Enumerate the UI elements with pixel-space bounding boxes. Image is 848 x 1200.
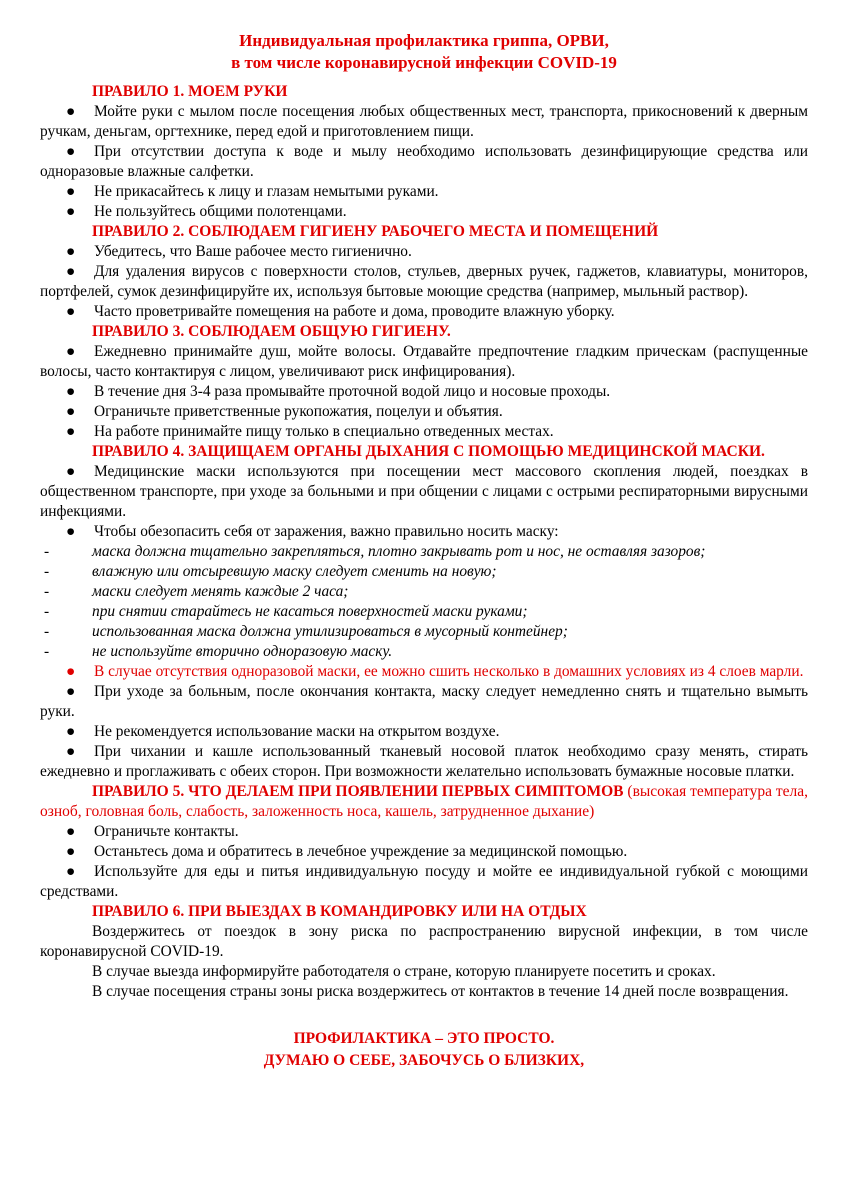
title-line-2: в том числе коронавирусной инфекции COVID-19 [231,53,617,72]
list-item-text: При уходе за больным, после окончания контакта, маску следует немедленно снять и тщательно вымыть руки. [40,683,808,720]
bullet-icon: ● [66,723,76,740]
list-item-text: Ограничьте приветственные рукопожатия, поцелуи и объятия. [94,403,503,420]
bullet-icon: ● [66,663,76,680]
list-item-text: Мойте руки с мылом после посещения любых общественных мест, транспорта, прикосновений к дверным ручкам, деньгам, оргтехнике, перед едой и приготовлением пищи. [40,103,808,140]
list-item-text: На работе принимайте пищу только в специально отведенных местах. [94,423,554,440]
list-item-text: Часто проветривайте помещения на работе и дома, проводите влажную уборку. [94,303,615,320]
paragraph: В случае выезда информируйте работодателя о стране, которую планируете посетить и сроках. [92,963,716,980]
list-item [40,302,808,322]
footer-line-1: ПРОФИЛАКТИКА – ЭТО ПРОСТО. [293,1030,555,1047]
paragraph: В случае посещения страны зоны риска воздержитесь от контактов в течение 14 дней после возвращения. [92,983,789,1000]
list-item [40,522,808,542]
dash-item-text: не используйте вторично одноразовую маску. [92,643,393,660]
paragraph: Воздержитесь от поездок в зону риска по распространению вирусной инфекции, в том числе коронавирусной COVID-19. [40,923,808,960]
list-item-highlight [40,662,808,682]
bullet-icon: ● [66,863,76,880]
rule2-heading: ПРАВИЛО 2. СОБЛЮДАЕМ ГИГИЕНУ РАБОЧЕГО МЕСТА И ПОМЕЩЕНИЙ [92,223,659,240]
list-item [40,682,808,722]
list-item-text: В течение дня 3-4 раза промывайте проточной водой лицо и носовые проходы. [94,383,611,400]
list-item-text: Используйте для еды и питья индивидуальную посуду и мойте ее индивидуальной губкой с моющими средствами. [40,863,808,900]
list-item [40,462,808,522]
list-item [40,382,808,402]
rule5-heading-note: (высокая температура тела, озноб, головная боль, слабость, заложенность носа, кашель, затрудненное дыхание) [40,783,809,820]
footer-line-2: ДУМАЮ О СЕБЕ, ЗАБОЧУСЬ О БЛИЗКИХ, [263,1052,585,1069]
list-item [40,202,808,222]
list-item-text: Не рекомендуется использование маски на открытом воздухе. [94,723,500,740]
list-item [40,402,808,422]
rule5-heading [40,782,808,822]
list-item-text: Убедитесь, что Ваше рабочее место гигиенично. [94,243,412,260]
list-item-text: В случае отсутствия одноразовой маски, ее можно сшить несколько в домашних условиях из 4 слоев марли. [94,663,804,680]
list-item-text: Ежедневно принимайте душ, мойте волосы. Отдавайте предпочтение гладким прическам (распущенные волосы, часто контактируя с лицом, увеличивают риск инфицирования). [40,343,808,380]
bullet-icon: ● [66,423,76,440]
list-item [40,342,808,382]
bullet-icon: ● [66,843,76,860]
list-item [40,422,808,442]
bullet-icon: ● [66,183,76,200]
bullet-icon: ● [66,403,76,420]
bullet-icon: ● [66,263,76,280]
dash-marker: - [44,643,50,660]
dash-item [40,642,808,662]
list-item-text: Чтобы обезопасить себя от заражения, важно правильно носить маску: [94,523,559,540]
bullet-icon: ● [66,523,76,540]
dash-marker: - [44,563,50,580]
footer-slogan [40,1028,808,1072]
dash-marker: - [44,603,50,620]
list-item [40,242,808,262]
list-item [40,142,808,182]
dash-item [40,602,808,622]
bullet-icon: ● [66,383,76,400]
bullet-icon: ● [66,463,76,480]
dash-item-text: использованная маска должна утилизироваться в мусорный контейнер; [92,623,568,640]
dash-marker: - [44,583,50,600]
list-item [40,722,808,742]
dash-item [40,582,808,602]
document-page [40,30,808,1072]
bullet-icon: ● [66,743,76,760]
list-item [40,262,808,302]
list-item [40,842,808,862]
title-line-1: Индивидуальная профилактика гриппа, ОРВИ, [239,31,609,50]
list-item-text: При чихании и кашле использованный тканевый носовой платок необходимо сразу менять, стирать ежедневно и проглаживать с обеих сторон. При возможности желательно использовать бумажные носовые платки. [40,743,808,780]
bullet-icon: ● [66,303,76,320]
list-item [40,182,808,202]
dash-item-text: при снятии старайтесь не касаться поверхностей маски руками; [92,603,528,620]
list-item-text: Медицинские маски используются при посещении мест массового скопления людей, поездках в общественном транспорте, при уходе за больными и при общении с лицами с острыми респираторными вирусными инфекциями. [40,463,808,520]
dash-item-text: маски следует менять каждые 2 часа; [92,583,349,600]
list-item [40,822,808,842]
bullet-icon: ● [66,143,76,160]
list-item-text: При отсутствии доступа к воде и мылу необходимо использовать дезинфицирующие средства или одноразовые влажные салфетки. [40,143,808,180]
spacer [40,1002,808,1028]
rule5-heading-text: ПРАВИЛО 5. ЧТО ДЕЛАЕМ ПРИ ПОЯВЛЕНИИ ПЕРВЫХ СИМПТОМОВ [92,783,624,800]
dash-item [40,622,808,642]
bullet-icon: ● [66,343,76,360]
rule4-heading: ПРАВИЛО 4. ЗАЩИЩАЕМ ОРГАНЫ ДЫХАНИЯ С ПОМОЩЬЮ МЕДИЦИНСКОЙ МАСКИ. [92,443,765,460]
list-item-text: Не пользуйтесь общими полотенцами. [94,203,347,220]
dash-marker: - [44,623,50,640]
bullet-icon: ● [66,203,76,220]
dash-item [40,542,808,562]
list-item-text: Ограничьте контакты. [94,823,239,840]
rule6-heading: ПРАВИЛО 6. ПРИ ВЫЕЗДАХ В КОМАНДИРОВКУ ИЛИ НА ОТДЫХ [92,903,587,920]
list-item-text: Не прикасайтесь к лицу и глазам немытыми руками. [94,183,439,200]
bullet-icon: ● [66,683,76,700]
dash-item-text: маска должна тщательно закрепляться, плотно закрывать рот и нос, не оставляя зазоров; [92,543,706,560]
list-item-text: Для удаления вирусов с поверхности столов, стульев, дверных ручек, гаджетов, клавиатуры, мониторов, портфелей, сумок дезинфицируйте их, используя бытовые моющие средства (например, мыльный раствор). [40,263,808,300]
bullet-icon: ● [66,243,76,260]
bullet-icon: ● [66,823,76,840]
list-item [40,862,808,902]
list-item-text: Останьтесь дома и обратитесь в лечебное учреждение за медицинской помощью. [94,843,628,860]
list-item [40,742,808,782]
dash-item-text: влажную или отсыревшую маску следует сменить на новую; [92,563,497,580]
dash-marker: - [44,543,50,560]
list-item [40,102,808,142]
rule1-heading: ПРАВИЛО 1. МОЕМ РУКИ [92,83,288,100]
bullet-icon: ● [66,103,76,120]
dash-item [40,562,808,582]
document-title [40,30,808,74]
rule3-heading: ПРАВИЛО 3. СОБЛЮДАЕМ ОБЩУЮ ГИГИЕНУ. [92,323,451,340]
